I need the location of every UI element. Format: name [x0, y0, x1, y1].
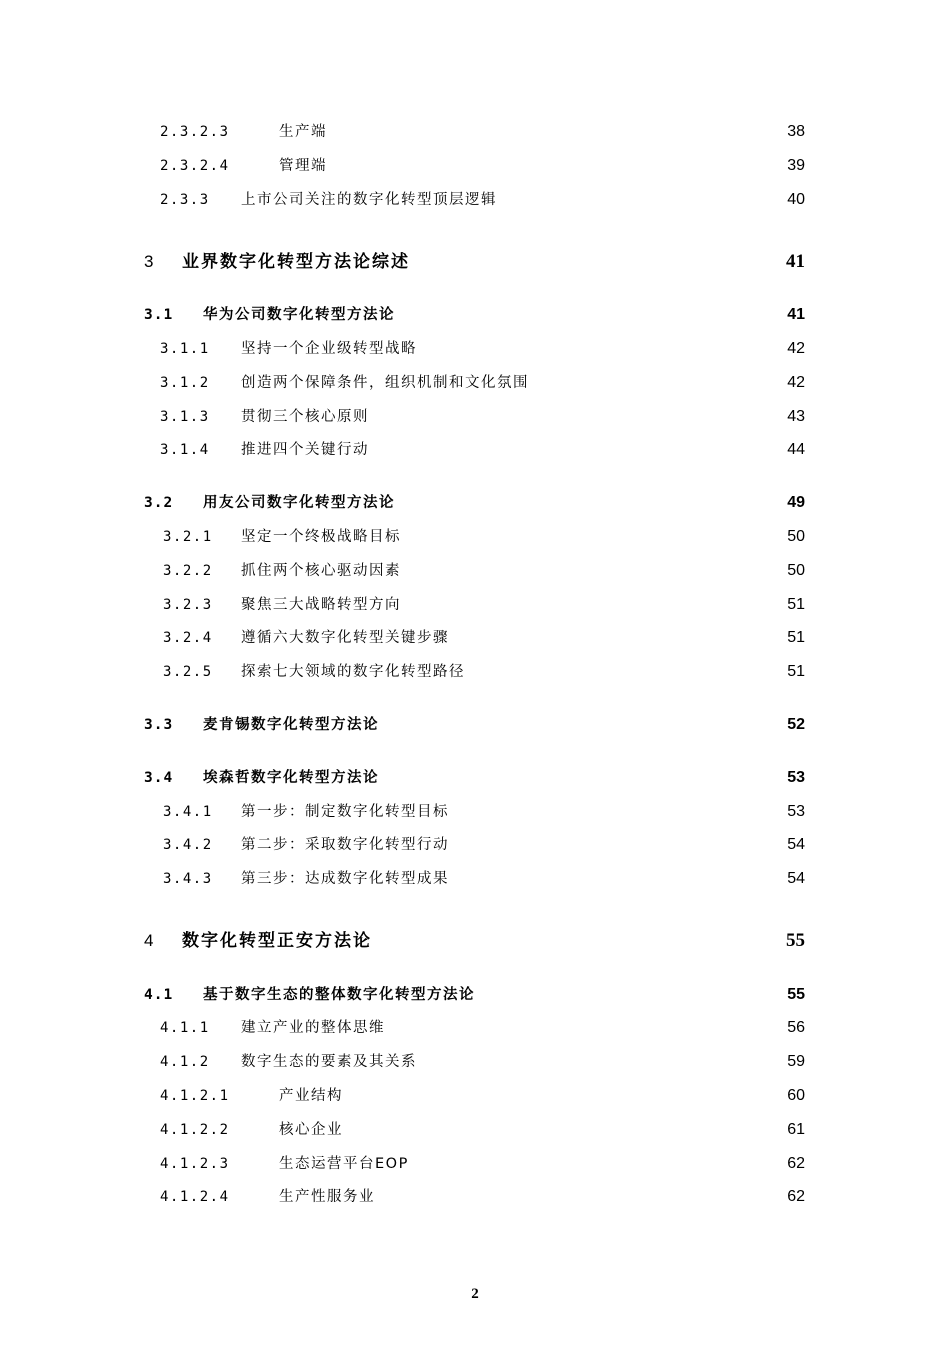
- toc-entry[interactable]: [0, 186, 950, 214]
- toc-entry-page: 42: [787, 374, 805, 391]
- toc-entry-title: 坚持一个企业级转型战略: [241, 341, 417, 357]
- toc-section-entry[interactable]: [0, 981, 950, 1009]
- toc-entry-number: 2.3.2.3: [160, 124, 230, 140]
- toc-entry-number: 3.4.1: [163, 804, 213, 820]
- toc-entry[interactable]: [0, 557, 950, 585]
- toc-entry-number: 2.3.2.4: [160, 158, 230, 174]
- toc-entry[interactable]: [0, 335, 950, 363]
- toc-entry-number: 3.2.3: [163, 597, 213, 613]
- toc-chapter-title: 业界数字化转型方法论综述: [182, 252, 410, 272]
- toc-section-title: 用友公司数字化转型方法论: [203, 495, 395, 511]
- toc-entry-title: 产业结构: [279, 1088, 343, 1104]
- toc-entry-title: 生产端: [279, 124, 327, 140]
- toc-entry-page: 61: [787, 1121, 805, 1138]
- toc-entry-title: 数字生态的要素及其关系: [241, 1054, 417, 1070]
- toc-section-entry[interactable]: [0, 489, 950, 517]
- toc-entry-title: 创造两个保障条件，组织机制和文化氛围: [241, 375, 529, 391]
- toc-entry-page: 39: [787, 157, 805, 174]
- toc-entry-number: 2.3.3: [160, 192, 210, 208]
- toc-entry-title: 坚定一个终极战略目标: [241, 529, 401, 545]
- toc-entry-number: 4.1.2.2: [160, 1122, 230, 1138]
- toc-entry-page: 62: [787, 1155, 805, 1172]
- toc-entry-number: 4.1.1: [160, 1020, 210, 1036]
- toc-section-title: 基于数字生态的整体数字化转型方法论: [203, 987, 475, 1003]
- toc-entry[interactable]: [0, 1150, 950, 1178]
- toc-entry[interactable]: [0, 118, 950, 146]
- toc-entry-title: 管理端: [279, 158, 327, 174]
- toc-section-page: 55: [787, 986, 805, 1003]
- toc-entry-title: 贯彻三个核心原则: [241, 409, 369, 425]
- toc-entry-title: 遵循六大数字化转型关键步骤: [241, 630, 449, 646]
- toc-entry-title: 聚焦三大战略转型方向: [241, 597, 401, 613]
- page-number-footer: 2: [471, 1286, 479, 1302]
- toc-entry-number: 4.1.2.1: [160, 1088, 230, 1104]
- toc-entry-number: 3.1.2: [160, 375, 210, 391]
- toc-entry[interactable]: [0, 152, 950, 180]
- toc-entry[interactable]: [0, 591, 950, 619]
- toc-section-number: 4.1: [144, 987, 174, 1003]
- toc-entry-number: 4.1.2.3: [160, 1156, 230, 1172]
- toc-section-page: 52: [787, 716, 805, 733]
- toc-entry[interactable]: [0, 831, 950, 859]
- toc-entry-page: 50: [787, 562, 805, 579]
- toc-entry-number: 4.1.2: [160, 1054, 210, 1070]
- toc-entry[interactable]: [0, 436, 950, 464]
- toc-section-page: 41: [787, 306, 805, 323]
- toc-entry[interactable]: [0, 369, 950, 397]
- toc-entry-title: 生产性服务业: [279, 1189, 375, 1205]
- toc-chapter-entry[interactable]: [0, 924, 950, 958]
- toc-entry[interactable]: [0, 1116, 950, 1144]
- toc-entry[interactable]: [0, 1014, 950, 1042]
- toc-entry-page: 59: [787, 1053, 805, 1070]
- toc-section-page: 49: [787, 494, 805, 511]
- toc-entry-number: 3.2.1: [163, 529, 213, 545]
- toc-entry-number: 3.2.4: [163, 630, 213, 646]
- toc-entry-page: 51: [787, 629, 805, 646]
- toc-entry-page: 38: [787, 123, 805, 140]
- toc-chapter-title: 数字化转型正安方法论: [182, 931, 372, 951]
- toc-entry-title: 推进四个关键行动: [241, 442, 369, 458]
- toc-entry-title: 第三步：达成数字化转型成果: [241, 871, 449, 887]
- toc-entry-page: 53: [787, 803, 805, 820]
- toc-section-title: 华为公司数字化转型方法论: [203, 307, 395, 323]
- toc-entry[interactable]: [0, 403, 950, 431]
- toc-entry-number: 3.1.1: [160, 341, 210, 357]
- toc-entry-page: 60: [787, 1087, 805, 1104]
- toc-chapter-page: 55: [786, 930, 805, 951]
- toc-entry-page: 54: [787, 836, 805, 853]
- toc-entry[interactable]: [0, 1183, 950, 1211]
- toc-entry-page: 51: [787, 663, 805, 680]
- toc-entry-number: 3.4.3: [163, 871, 213, 887]
- toc-chapter-number: 4: [144, 931, 154, 950]
- toc-section-number: 3.4: [144, 770, 174, 786]
- toc-chapter-number: 3: [144, 252, 154, 271]
- toc-entry[interactable]: [0, 1082, 950, 1110]
- toc-section-title: 麦肯锡数字化转型方法论: [203, 717, 379, 733]
- toc-section-number: 3.1: [144, 307, 174, 323]
- toc-entry-number: 3.1.4: [160, 442, 210, 458]
- toc-section-entry[interactable]: [0, 711, 950, 739]
- toc-entry[interactable]: [0, 624, 950, 652]
- toc-entry-page: 62: [787, 1188, 805, 1205]
- toc-entry-page: 50: [787, 528, 805, 545]
- toc-entry-page: 51: [787, 596, 805, 613]
- toc-chapter-page: 41: [786, 251, 805, 272]
- toc-entry-number: 3.4.2: [163, 837, 213, 853]
- toc-entry-page: 44: [787, 441, 805, 458]
- toc-entry-page: 40: [787, 191, 805, 208]
- toc-entry-title: 上市公司关注的数字化转型顶层逻辑: [241, 192, 497, 208]
- toc-entry-page: 54: [787, 870, 805, 887]
- toc-entry[interactable]: [0, 798, 950, 826]
- toc-chapter-entry[interactable]: [0, 245, 950, 279]
- toc-entry-title: 生态运营平台EOP: [279, 1156, 409, 1172]
- toc-entry[interactable]: [0, 1048, 950, 1076]
- toc-entry[interactable]: [0, 523, 950, 551]
- toc-section-page: 53: [787, 769, 805, 786]
- toc-section-title: 埃森哲数字化转型方法论: [203, 770, 379, 786]
- toc-entry-page: 56: [787, 1019, 805, 1036]
- toc-entry-page: 43: [787, 408, 805, 425]
- toc-entry[interactable]: [0, 658, 950, 686]
- toc-section-number: 3.2: [144, 495, 174, 511]
- toc-section-entry[interactable]: [0, 301, 950, 329]
- toc-entry-title: 核心企业: [279, 1122, 343, 1138]
- toc-entry-title: 抓住两个核心驱动因素: [241, 563, 401, 579]
- toc-entry-number: 4.1.2.4: [160, 1189, 230, 1205]
- toc-entry-title: 建立产业的整体思维: [241, 1020, 385, 1036]
- toc-entry-page: 42: [787, 340, 805, 357]
- toc-entry-title: 探索七大领域的数字化转型路径: [241, 664, 465, 680]
- toc-entry[interactable]: [0, 865, 950, 893]
- toc-entry-number: 3.2.5: [163, 664, 213, 680]
- toc-entry-title: 第二步：采取数字化转型行动: [241, 837, 449, 853]
- toc-entry-number: 3.2.2: [163, 563, 213, 579]
- toc-section-number: 3.3: [144, 717, 174, 733]
- toc-entry-title: 第一步：制定数字化转型目标: [241, 804, 449, 820]
- toc-section-entry[interactable]: [0, 764, 950, 792]
- toc-entry-number: 3.1.3: [160, 409, 210, 425]
